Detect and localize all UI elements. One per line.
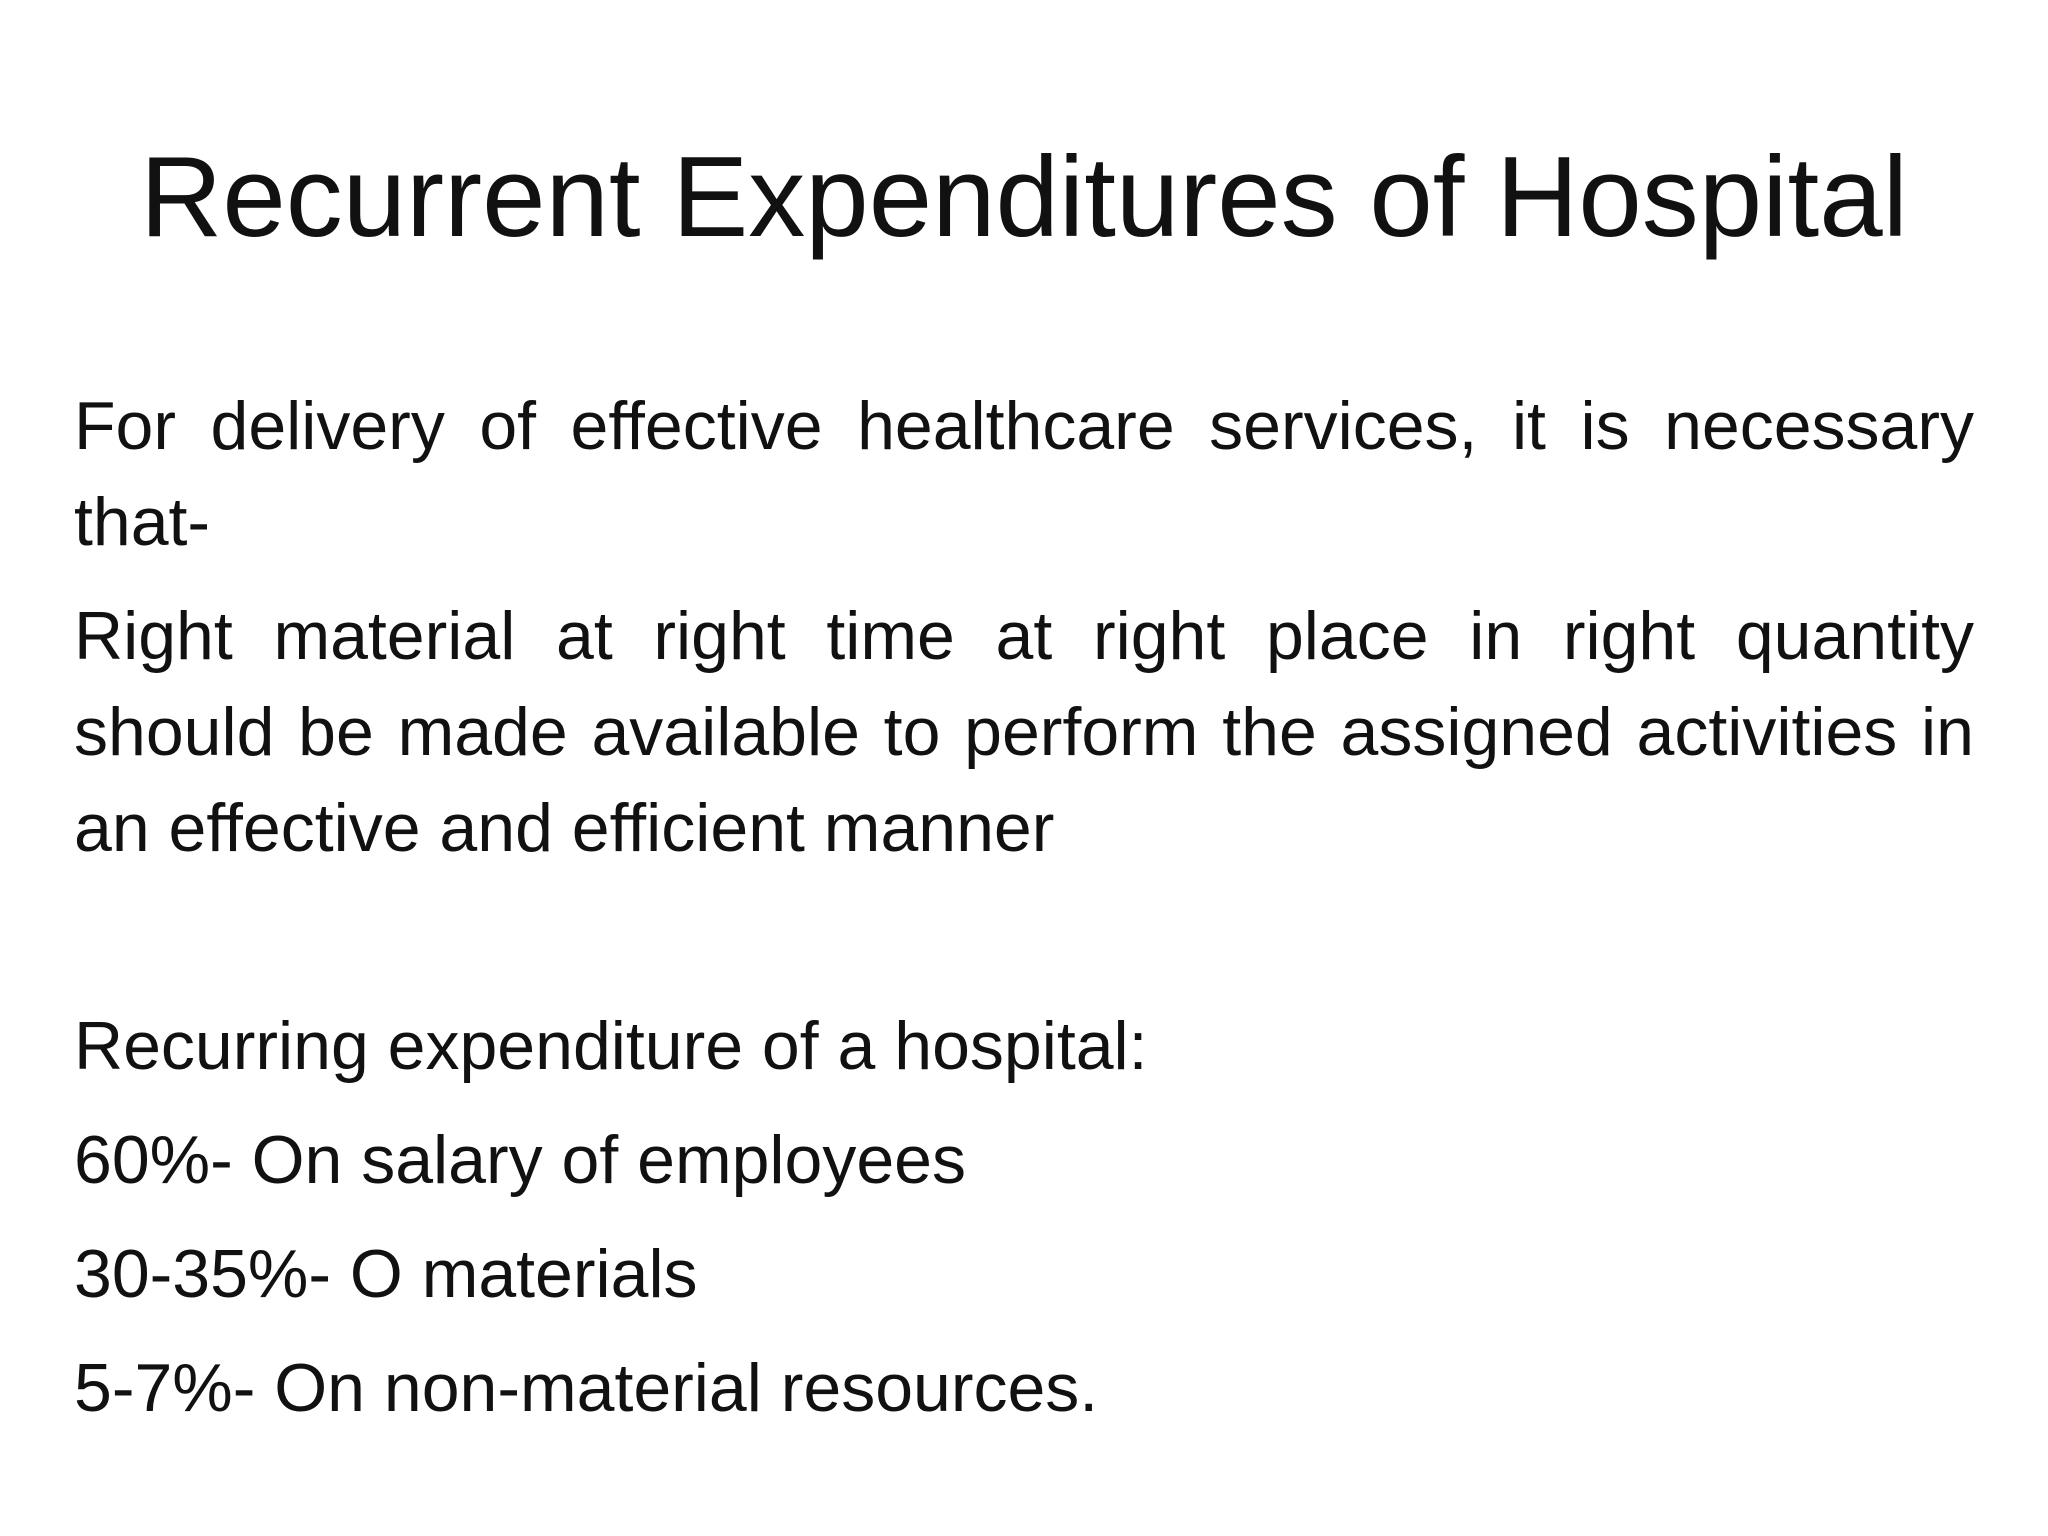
- expenditure-item-materials: 30-35%- O materials: [74, 1236, 698, 1312]
- slide-body: [74, 378, 1974, 1454]
- expenditure-item-non-material: 5-7%- On non-material resources.: [74, 1350, 1099, 1426]
- requirement-paragraph: Right material at right time at right place in right quantity should be made available to perform the assigned activities in an effective and efficient manner: [74, 598, 1974, 866]
- section-spacer: [74, 876, 1974, 998]
- slide-title: Recurrent Expenditures of Hospital: [140, 134, 1908, 261]
- intro-paragraph: For delivery of effective healthcare services, it is necessary that-: [74, 388, 1974, 560]
- expenditure-list-heading: Recurring expenditure of a hospital:: [74, 1008, 1148, 1084]
- expenditure-item-salary: 60%- On salary of employees: [74, 1122, 966, 1198]
